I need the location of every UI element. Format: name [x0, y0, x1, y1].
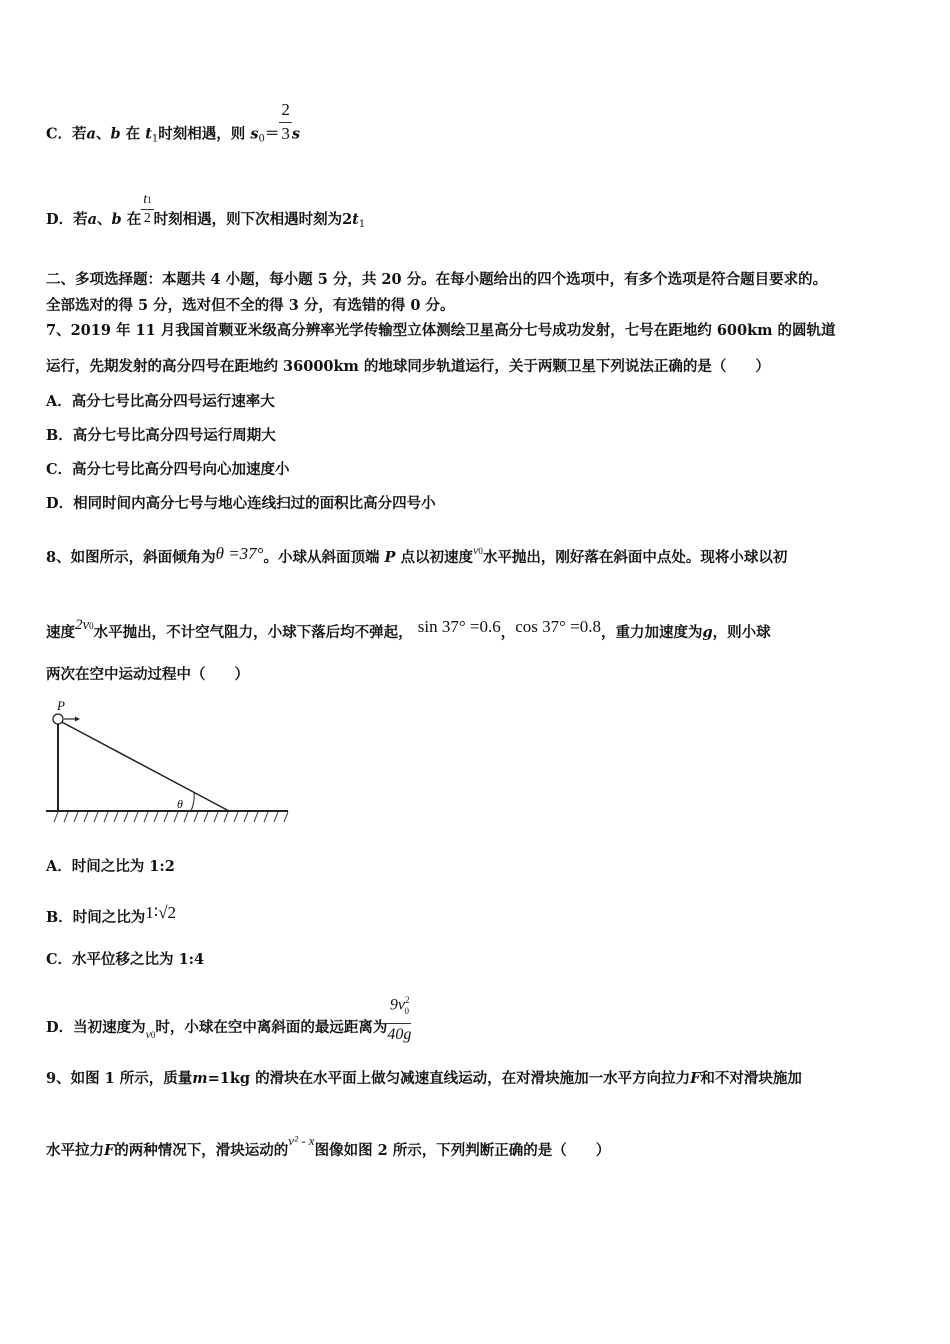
q8-stem-line3: 两次在空中运动过程中（ ） — [46, 666, 249, 683]
q6-option-d: D．若a、b 在 $\frac{t1}{2}$ 时刻相遇，则下次相遇时刻为$2t_1$ — [46, 191, 366, 230]
section-2-heading-line1: 二、多项选择题：本题共 4 小题，每小题 5 分，共 20 分。在每小题给出的四个选项中，有多个选项是符合题目要求的。 — [46, 271, 828, 288]
q7-stem-line1: 7、2019 年 11 月我国首颗亚米级高分辨率光学传输型立体测绘卫星高分七号成功发射，七号在距地约 600km 的圆轨道 — [46, 322, 836, 339]
v2-x-graph-label: v² - x — [288, 1133, 315, 1148]
q8-option-c: C．水平位移之比为 1:4 — [46, 951, 205, 968]
q7-option-d: D．相同时间内高分七号与地心连线扫过的面积比高分四号小 — [46, 495, 436, 512]
q6-option-c: C．若a、b 在 $t_1$时刻相遇，则 $s_0=$ $\frac{2}{3}$ s — [46, 100, 301, 145]
fraction-two-thirds: $\frac{2}{3}$ — [281, 100, 290, 143]
fraction-t1-over-2: $\frac{t1}{2}$ — [143, 191, 152, 226]
q7-stem-line2: 运行，先期发射的高分四号在距地约 36000km 的地球同步轨道运行，关于两颗卫星下列说法正确的是（ ） — [46, 358, 770, 375]
q7-option-b: B．高分七号比高分四号运行周期大 — [46, 427, 276, 444]
section-2-heading-line2: 全部选对的得 5 分，选对但不全的得 3 分，有选错的得 0 分。 — [46, 297, 455, 314]
velocity-arrowhead — [75, 717, 80, 722]
theta-equation: θ =37° — [215, 544, 264, 563]
q9-stem-line1: 9、如图 1 所示，质量m=1kg 的滑块在水平面上做匀减速直线运动，在对滑块施加一水平方向拉力F和不对滑块施加 — [46, 1070, 802, 1087]
q8-option-a: A．时间之比为 1:2 — [46, 858, 175, 875]
incline-figure — [44, 698, 294, 833]
v0-symbol: v0 — [473, 543, 483, 557]
cos-equation: cos 37° =0.8 — [515, 617, 602, 636]
v0-symbol-d: v0 — [145, 1026, 156, 1041]
q9-stem-line2: 水平拉力F的两种情况下，滑块运动的v² - x图像如图 2 所示，下列判断正确的是（ ） — [46, 1133, 611, 1159]
q8-option-b: B．时间之比为1∶√2 — [46, 903, 177, 926]
sin-equation: sin 37° =0.6 — [417, 617, 501, 636]
two-v0-symbol: 2v0 — [75, 617, 94, 633]
q8-option-d: D．当初速度为$_{v0}$时，小球在空中离斜面的最远距离为 $\frac{9v^2_0}{40g}$ — [46, 1010, 411, 1046]
ratio-1-sqrt2: 1∶√2 — [145, 903, 177, 922]
incline-slope — [58, 720, 229, 811]
q8-stem-line2: 速度2v0水平抛出，不计空气阻力，小球下落后均不弹起， sin 37° =0.6，cos 37° =0.8，重力加速度为g，则小球 — [46, 617, 771, 641]
q8-stem-line1: 8、如图所示，斜面倾角为θ =37°。小球从斜面顶端 P 点以初速度$^{v0}$水平抛出，刚好落在斜面中点处。现将小球以初 — [46, 543, 788, 566]
fraction-9v0sq-over-40g: $\frac{9v^2_0}{40g}$ — [387, 988, 411, 1046]
theta-label: θ — [177, 797, 183, 811]
angle-arc — [191, 792, 194, 811]
point-p-label: P — [57, 698, 65, 713]
q7-option-c: C．高分七号比高分四号向心加速度小 — [46, 461, 290, 478]
ground-hatching — [54, 812, 288, 822]
q7-option-a: A．高分七号比高分四号运行速率大 — [46, 393, 275, 410]
ball — [53, 714, 63, 724]
